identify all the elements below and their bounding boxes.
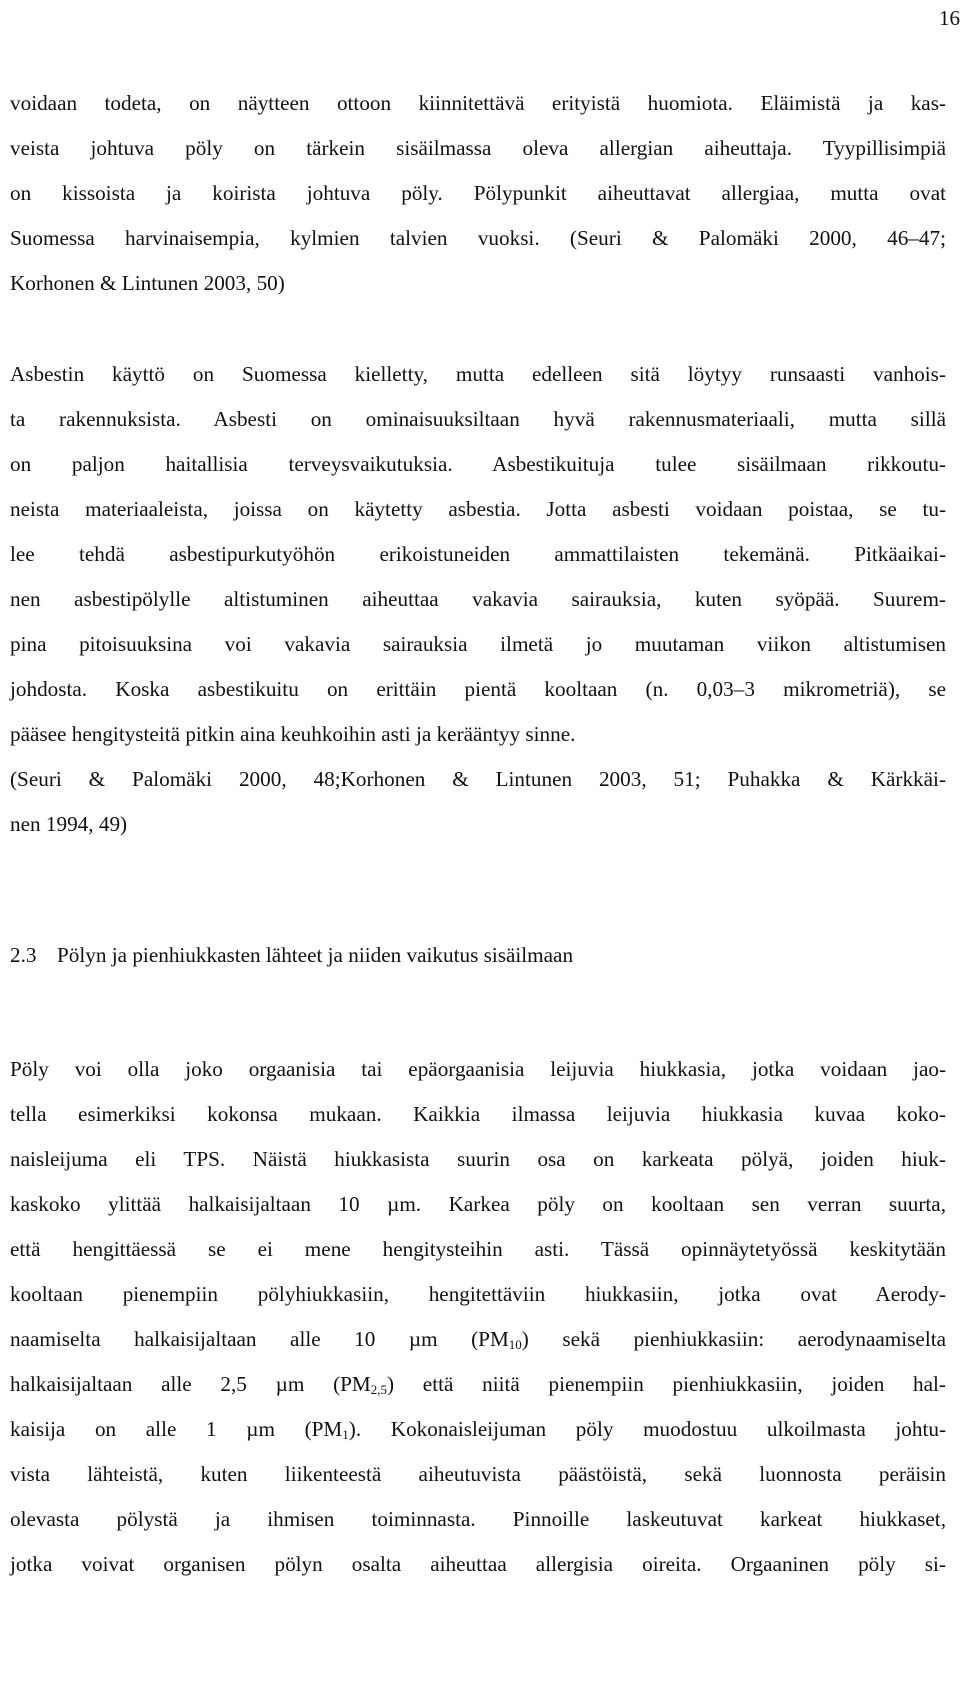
paragraph1-line-4: Suomessa harvinaisempia, kylmien talvien vuoksi. (Seuri & Palomäki 2000, 46–47; [10, 226, 946, 250]
paragraph3-line-3: naisleijuma eli TPS. Näistä hiukkasista suurin osa on karkeata pölyä, joiden hiuk- [10, 1147, 946, 1171]
paragraph2-line-6: nen asbestipölylle altistuminen aiheuttaa vakavia sairauksia, kuten syöpää. Suurem- [10, 587, 946, 611]
paragraph2-line-3: on paljon haitallisia terveysvaikutuksia. Asbestikuituja tulee sisäilmaan rikkoutu- [10, 452, 946, 476]
paragraph2-line-7: pina pitoisuuksina voi vakavia sairauksia ilmetä jo muutaman viikon altistumisen [10, 632, 946, 656]
line7-text-b: ) sekä pienhiukkasiin: aerodynaamiselta [521, 1327, 946, 1351]
paragraph3-line-10: vista lähteistä, kuten liikenteestä aiheutuvista päästöistä, sekä luonnosta peräisin [10, 1462, 946, 1486]
paragraph2-line-1: Asbestin käyttö on Suomessa kielletty, mutta edelleen sitä löytyy runsaasti vanhois- [10, 362, 946, 386]
paragraph3-line-4: kaskoko ylittää halkaisijaltaan 10 µm. Karkea pöly on kooltaan sen verran suurta, [10, 1192, 946, 1216]
paragraph3-line-5: että hengittäessä se ei mene hengitysteihin asti. Tässä opinnäytetyössä keskitytään [10, 1237, 946, 1261]
paragraph2-line-11: nen 1994, 49) [10, 812, 128, 836]
paragraph2-line-4: neista materiaaleista, joissa on käytetty asbestia. Jotta asbesti voidaan poistaa, se tu- [10, 497, 946, 521]
page-number: 16 [939, 6, 960, 30]
paragraph2-line-8: johdosta. Koska asbestikuitu on erittäin pientä kooltaan (n. 0,03–3 mikrometriä), se [10, 677, 946, 701]
paragraph2-line-10: (Seuri & Palomäki 2000, 48;Korhonen & Lintunen 2003, 51; Puhakka & Kärkkäi- [10, 767, 946, 791]
paragraph1-line-1: voidaan todeta, on näytteen ottoon kiinnitettävä erityistä huomiota. Eläimistä ja kas- [10, 91, 946, 115]
line8-text-a: halkaisijaltaan alle 2,5 µm (PM [10, 1372, 371, 1396]
line8-text-b: ) että niitä pienempiin pienhiukkasiin, joiden hal- [387, 1372, 946, 1396]
paragraph1-line-3: on kissoista ja koirista johtuva pöly. Pölypunkit aiheuttavat allergiaa, mutta ovat [10, 181, 946, 205]
paragraph3-line-1: Pöly voi olla joko orgaanisia tai epäorgaanisia leijuvia hiukkasia, jotka voidaan jao- [10, 1057, 946, 1081]
paragraph2-line-2: ta rakennuksista. Asbesti on ominaisuuksiltaan hyvä rakennusmateriaali, mutta sillä [10, 407, 946, 431]
line8-subscript: 2,5 [370, 1382, 387, 1397]
paragraph2-line-9: pääsee hengitysteitä pitkin aina keuhkoihin asti ja kerääntyy sinne. [10, 722, 576, 746]
paragraph1-line-2: veista johtuva pöly on tärkein sisäilmassa oleva allergian aiheuttaja. Tyypillisimpiä [10, 136, 946, 160]
paragraph3-line-11: olevasta pölystä ja ihmisen toiminnasta. Pinnoille laskeutuvat karkeat hiukkaset, [10, 1507, 946, 1531]
paragraph3-line-9 [10, 1414, 946, 1444]
line7-subscript: 10 [508, 1337, 522, 1352]
paragraph3-line-2: tella esimerkiksi kokonsa mukaan. Kaikkia ilmassa leijuvia hiukkasia kuvaa koko- [10, 1102, 946, 1126]
paragraph3-line-8 [10, 1369, 946, 1399]
paragraph1-line-5: Korhonen & Lintunen 2003, 50) [10, 271, 285, 295]
paragraph3-line-7 [10, 1324, 946, 1354]
line7-text-a: naamiselta halkaisijaltaan alle 10 µm (PM [10, 1327, 509, 1351]
section-title: Pölyn ja pienhiukkasten lähteet ja niiden vaikutus sisäilmaan [57, 943, 574, 967]
paragraph3-line-6: kooltaan pienempiin pölyhiukkasiin, hengitettäviin hiukkasiin, jotka ovat Aerody- [10, 1282, 946, 1306]
paragraph2-line-5: lee tehdä asbestipurkutyöhön erikoistuneiden ammattilaisten tekemänä. Pitkäaikai- [10, 542, 946, 566]
paragraph3-line-12: jotka voivat organisen pölyn osalta aiheuttaa allergisia oireita. Orgaaninen pöly si- [10, 1552, 946, 1576]
line9-text-b: ). Kokonaisleijuman pöly muodostuu ulkoilmasta johtu- [348, 1417, 946, 1441]
section-heading [10, 940, 573, 970]
line9-text-a: kaisija on alle 1 µm (PM [10, 1417, 343, 1441]
section-number: 2.3 [10, 943, 37, 967]
line9-subscript: 1 [342, 1427, 349, 1442]
